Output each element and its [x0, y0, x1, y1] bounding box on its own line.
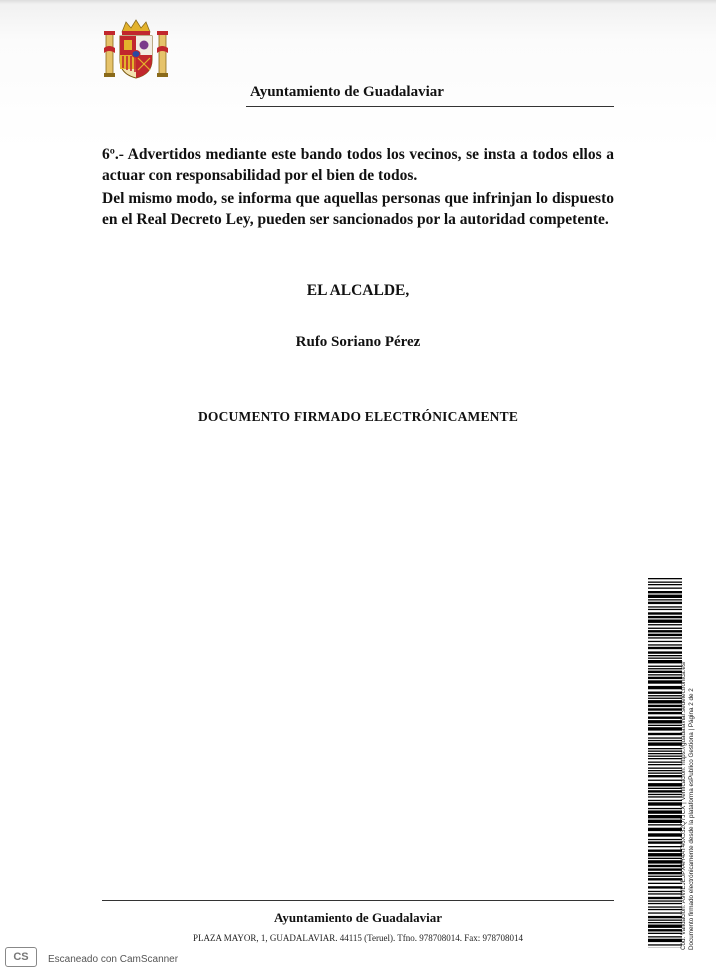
- barcode-bar: [648, 641, 682, 642]
- barcode-bar: [648, 584, 682, 585]
- camscanner-logo-icon: CS: [5, 947, 37, 967]
- barcode-bar: [648, 628, 682, 629]
- barcode-bar: [648, 756, 682, 757]
- footer-address: PLAZA MAYOR, 1, GUADALAVIAR. 44115 (Teruel). Tfno. 978708014. Fax: 978708014: [102, 933, 614, 943]
- barcode-bar: [648, 773, 682, 774]
- barcode-bar: [648, 883, 682, 884]
- barcode-bar: [648, 802, 682, 805]
- barcode-bar: [648, 609, 682, 610]
- barcode-bar: [648, 578, 682, 579]
- barcode-bar: [648, 775, 682, 777]
- spain-coat-of-arms-icon: [104, 18, 168, 80]
- barcode-bar: [648, 909, 682, 910]
- barcode-bar: [648, 740, 682, 741]
- barcode-bar: [648, 939, 682, 942]
- paragraph-sanciones: Del mismo modo, se informa que aquellas personas que infrinjan lo dispuesto en el Real Decreto Ley, pueden ser sancionados por la autoridad competente.: [102, 188, 614, 230]
- barcode-bar: [648, 742, 682, 745]
- barcode-bar: [648, 916, 682, 918]
- footer-rule: [102, 900, 614, 901]
- barcode-bar: [648, 850, 682, 852]
- barcode-bar: [648, 708, 682, 710]
- paragraph-advertencia: 6º.- Advertidos mediante este bando todos los vecinos, se insta a todos ellos a actuar con responsabilidad por el bien de todos.: [102, 144, 614, 186]
- barcode-bar: [648, 768, 682, 769]
- barcode-bar: [648, 906, 682, 907]
- barcode-bar: [648, 783, 682, 786]
- barcode-bar: [648, 839, 682, 840]
- barcode-bar: [648, 936, 682, 937]
- barcode-bar: [648, 660, 682, 663]
- header-title: Ayuntamiento de Guadalaviar: [250, 84, 444, 101]
- barcode-bar: [648, 820, 682, 823]
- barcode-bar: [648, 891, 682, 892]
- barcode-bar: [648, 865, 682, 867]
- barcode-bar: [648, 922, 682, 923]
- barcode-bar: [648, 794, 682, 795]
- barcode-bar: [648, 878, 682, 880]
- barcode-bar: [648, 876, 682, 877]
- barcode-bar: [648, 733, 682, 735]
- barcode-bar: [648, 595, 682, 598]
- barcode-bar: [648, 929, 682, 931]
- barcode-bar: [648, 788, 682, 789]
- verification-line-2: Documento firmado electrónicamente desde la plataforma esPublico Gestiona | Página 2 de 2: [688, 661, 696, 950]
- verification-line-1: Cód. Validación: A9WEJEJPX4H4AT46XJ32Q7JCX | Verificación: https://guadalaviar.sedelectronica.es/: [680, 661, 688, 950]
- barcode-bar: [648, 612, 682, 614]
- barcode-bar: [648, 770, 682, 771]
- barcode-bar: [648, 637, 682, 638]
- barcode-bar: [648, 651, 682, 653]
- barcode-bar: [648, 828, 682, 831]
- barcode-bar: [648, 671, 682, 673]
- barcode-bar: [648, 872, 682, 874]
- barcode-bar: [648, 680, 682, 683]
- barcode-bar: [648, 897, 682, 899]
- barcode-bar: [648, 815, 682, 818]
- barcode-bar: [648, 668, 682, 669]
- barcode-bar: [648, 620, 682, 623]
- barcode-bar: [648, 705, 682, 707]
- footer-title: Ayuntamiento de Guadalaviar: [102, 910, 614, 926]
- barcode-bar: [648, 900, 682, 901]
- barcode-bar: [648, 700, 682, 703]
- barcode-bar: [648, 912, 682, 913]
- barcode-bar: [648, 647, 682, 649]
- barcode-bar: [648, 846, 682, 847]
- barcode-bar: [648, 712, 682, 714]
- barcode-bar: [648, 686, 682, 689]
- barcode-bar: [648, 695, 682, 696]
- barcode-bar: [648, 841, 682, 843]
- barcode-bar: [648, 800, 682, 801]
- barcode-bar: [648, 677, 682, 679]
- barcode-bar: [648, 808, 682, 809]
- camscanner-text: Escaneado con CamScanner: [48, 954, 178, 965]
- barcode-bar: [648, 644, 682, 645]
- barcode-bar: [648, 833, 682, 836]
- barcode-bar: [648, 737, 682, 738]
- barcode-bar: [648, 751, 682, 752]
- barcode-bar: [648, 764, 682, 765]
- barcode-bar: [648, 753, 682, 754]
- barcode-bar: [648, 658, 682, 659]
- barcode-bar: [648, 717, 682, 719]
- barcode-bar: [648, 655, 682, 656]
- barcode-bar: [648, 674, 682, 675]
- barcode-bar: [648, 725, 682, 726]
- barcode-bar: [648, 903, 682, 904]
- barcode-bar: [648, 933, 682, 934]
- signature-name: Rufo Soriano Pérez: [102, 334, 614, 351]
- barcode-bar: [648, 893, 682, 894]
- barcode-bar: [648, 796, 682, 797]
- barcode-bar: [648, 790, 682, 792]
- barcode-bar: [648, 860, 682, 863]
- barcode-bar: [648, 616, 682, 618]
- signature-role: EL ALCALDE,: [102, 282, 614, 300]
- barcode-bar: [648, 666, 682, 667]
- barcode-icon: [648, 578, 682, 948]
- barcode-bar: [648, 858, 682, 859]
- barcode-bar: [648, 920, 682, 921]
- barcode-bar: [648, 624, 682, 625]
- barcode-bar: [648, 886, 682, 888]
- barcode-bar: [648, 634, 682, 636]
- signed-note: DOCUMENTO FIRMADO ELECTRÓNICAMENTE: [102, 409, 614, 425]
- barcode-bar: [648, 720, 682, 723]
- barcode-bar: [648, 591, 682, 593]
- barcode-bar: [648, 727, 682, 730]
- header-rule: [246, 106, 614, 107]
- barcode-bar: [648, 925, 682, 928]
- barcode-bar: [648, 692, 682, 694]
- barcode-bar: [648, 944, 682, 945]
- barcode-bar: [648, 853, 682, 856]
- barcode-bar: [648, 588, 682, 589]
- barcode-bar: [648, 602, 682, 604]
- barcode-bar: [648, 748, 682, 749]
- barcode-bar: [648, 698, 682, 699]
- barcode-bar: [648, 780, 682, 781]
- barcode-bar: [648, 762, 682, 763]
- barcode-bar: [648, 810, 682, 813]
- barcode-bar: [648, 824, 682, 825]
- barcode-bar: [648, 599, 682, 600]
- barcode-bar: [648, 868, 682, 870]
- verification-text: [680, 661, 696, 950]
- barcode-bar: [648, 606, 682, 607]
- barcode-bar: [648, 582, 682, 583]
- barcode-bar: [648, 630, 682, 632]
- barcode-bar: [648, 758, 682, 759]
